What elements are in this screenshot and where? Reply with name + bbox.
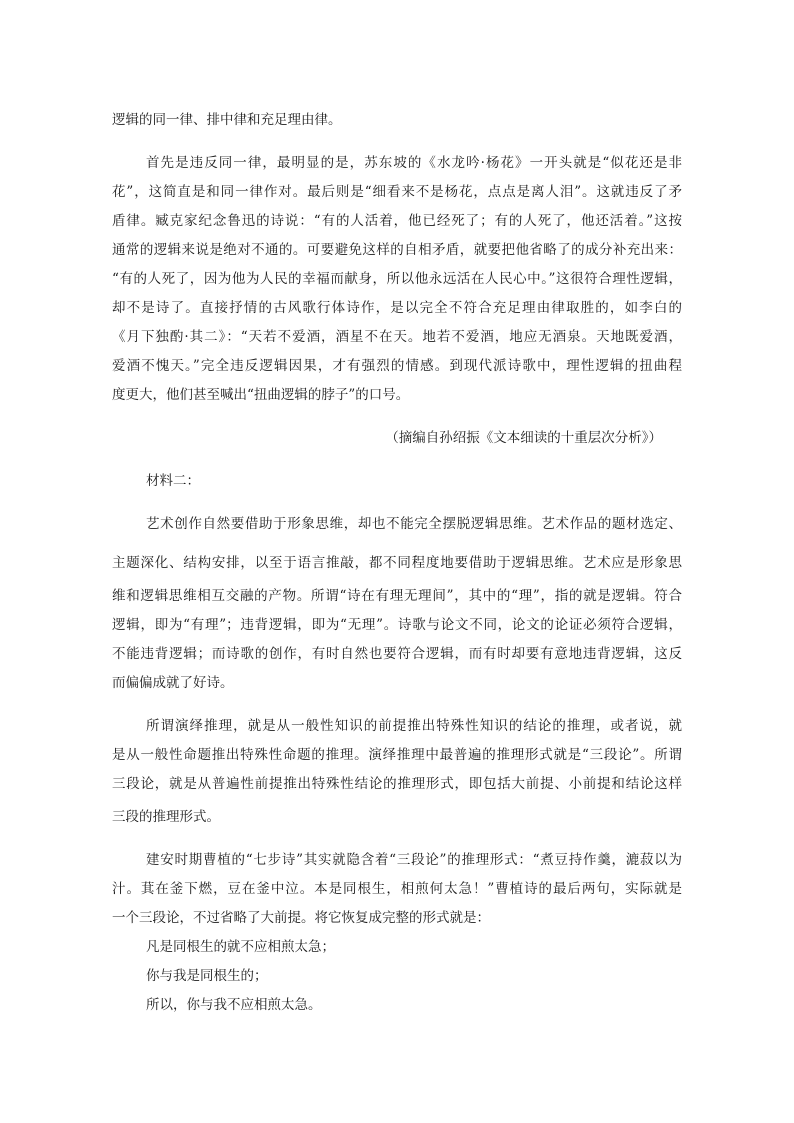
text-line: 一个三段论，不过省略了大前提。将它恢复成完整的形式就是： (112, 910, 490, 926)
text-line: 艺术创作自然要借助于形象思维，却也不能完全摆脱逻辑思维。艺术作品的题材选定、 (146, 516, 682, 532)
syllogism-conclusion: 所以，你与我不应相煎太急。 (146, 997, 322, 1013)
syllogism-major-premise: 凡是同根生的就不应相煎太急； (146, 939, 335, 955)
text-line: 维和逻辑思维相互交融的产物。所谓“诗在有理无理间”，其中的“理”，指的就是逻辑。符合 (112, 588, 682, 604)
text-line: 而偏偏成就了好诗。 (112, 675, 234, 691)
text-line: 度更大，他们甚至喊出“扭曲逻辑的脖子”的口号。 (112, 387, 410, 403)
section-heading-material-two (112, 467, 682, 496)
text-line: 主题深化、结构安排，以至于语言推敲，都不同程度地要借助于逻辑思维。艺术应是形象思 (112, 555, 682, 571)
text-line: 是从一般性命题推出特殊性命题的推理。演绎推理中最普遍的推理形式就是“三段论”。所谓 (112, 747, 682, 763)
text-line: 三段的推理形式。 (112, 809, 220, 825)
text-line: 逻辑，即为“有理”；违背逻辑，即为“无理”。诗歌与论文不同，论文的论证必须符合逻辑， (112, 617, 682, 633)
paragraph-logic-laws (112, 106, 682, 135)
text-line: 逻辑的同一律、排中律和充足理由律。 (112, 112, 342, 128)
source-citation (112, 424, 682, 453)
text-line: 爱酒不愧天。”完全违反逻辑因果，才有强烈的情感。到现代派诗歌中，理性逻辑的扭曲程 (112, 358, 682, 374)
text-line: “有的人死了，因为他为人民的幸福而献身，所以他永远活在人民心中。”这很符合理性逻辑， (112, 271, 682, 287)
section-label: 材料二： (146, 473, 200, 489)
text-line: 首先是违反同一律，最明显的是，苏东坡的《水龙吟·杨花》一开头就是“似花还是非 (146, 155, 682, 171)
paragraph-deductive-reasoning (112, 712, 682, 832)
text-line: 所谓演绎推理，就是从一般性知识的前提推出特殊性知识的结论的推理，或者说，就 (146, 718, 682, 734)
text-line: 盾律。臧克家纪念鲁迅的诗说：“有的人活着，他已经死了；有的人死了，他还活着。”这按 (112, 213, 682, 229)
text-line: 花”，这简直是和同一律作对。最后则是“细看来不是杨花，点点是离人泪”。这就违反了矛 (112, 184, 682, 200)
text-line: 建安时期曹植的“七步诗”其实就隐含着“三段论”的推理形式：“煮豆持作羹，漉菽以为 (146, 852, 682, 868)
text-line: 不能违背逻辑；而诗歌的创作，有时自然也要符合逻辑，而有时却要有意地违背逻辑，这反 (112, 646, 682, 662)
text-line: 通常的逻辑来说是绝对不通的。可要避免这样的自相矛盾，就要把他省略了的成分补充出来： (112, 242, 682, 258)
text-line: 三段论，就是从普遍性前提推出特殊性结论的推理形式，即包括大前提、小前提和结论这样 (112, 776, 682, 792)
paragraph-seven-step-poem (112, 846, 682, 1020)
document-body (112, 106, 682, 1034)
citation-text: （摘编自孙绍振《文本细读的十重层次分析》） (385, 430, 662, 446)
text-line: 却不是诗了。直接抒情的古风歌行体诗作，是以完全不符合充足理由律取胜的，如李白的 (112, 300, 682, 316)
paragraph-art-and-logic (112, 510, 682, 698)
syllogism-minor-premise: 你与我是同根生的； (146, 968, 268, 984)
paragraph-poetry-violates-logic (112, 149, 682, 410)
text-line: 《月下独酌·其二》：“天若不爱酒，酒星不在天。地若不爱酒，地应无酒泉。天地既爱酒， (112, 329, 682, 345)
text-line: 汁。萁在釜下燃，豆在釜中泣。本是同根生，相煎何太急！”曹植诗的最后两句，实际就是 (112, 881, 682, 897)
